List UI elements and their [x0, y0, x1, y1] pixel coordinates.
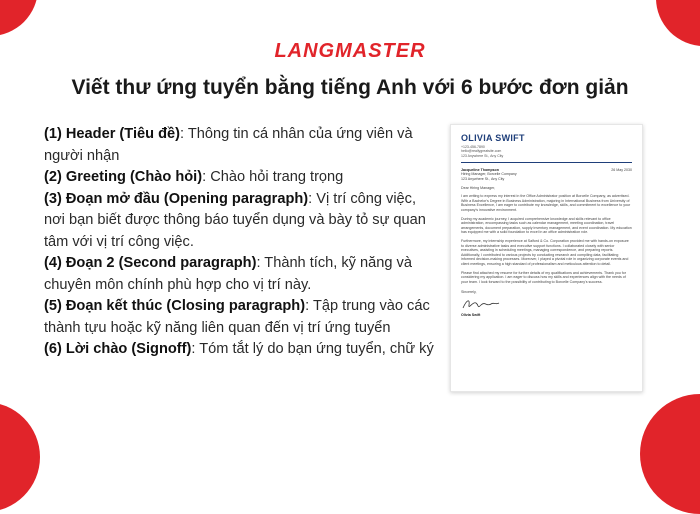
letter-paragraph: Please find attached my resume for further details of my qualifications and achievements. Thank you for considering my application. I am eager to discuss how my skills and experiences align with the needs of your team. I look forward to the possibility of contributing to Borcelle Company's success.: [461, 270, 626, 284]
letter-divider: [461, 162, 632, 163]
signature-icon: [461, 297, 501, 311]
letter-paragraph: I am writing to express my interest in the Office Administrator position at Borcelle Company, as advertised. With a Bachelor's Degree in Business Administration, majoring in International Business from University of Business Excellence, I am eager to contribute my knowledge, skills, and commitment to excellence to your company's innovative environment.: [461, 194, 631, 213]
steps-list: [44, 124, 434, 361]
step-description: : Tập trung vào các thành tựu hoặc kỹ năng liên quan đến vị trí ứng tuyển: [44, 298, 430, 336]
step-item: [44, 339, 434, 361]
letter-closing: Sincerely,: [461, 290, 477, 295]
letter-salutation: Dear Hiring Manager,: [461, 185, 496, 190]
step-heading: (3) Đoạn mở đầu (Opening paragraph): [44, 190, 309, 207]
page-title: Viết thư ứng tuyển bằng tiếng Anh với 6 bước đơn giản: [71, 76, 629, 99]
step-item: [44, 167, 434, 189]
corner-decoration: [640, 394, 700, 514]
letter-address: 123 Anywhere St., Any City: [461, 153, 504, 158]
letter-signer-name: Olivia Swift: [461, 312, 481, 317]
step-description: : Vị trí công việc, nơi bạn biết được thông báo tuyển dụng và bày tỏ sự quan tâm với vị trí công việc.: [44, 190, 426, 250]
step-item: [44, 296, 434, 339]
letter-sender-name: OLIVIA SWIFT: [461, 133, 525, 143]
letter-email: hello@reallygreatsite.com: [461, 149, 502, 154]
step-heading: (1) Header (Tiêu đề): [44, 126, 180, 142]
step-item: [44, 189, 434, 254]
step-description: : Thành tích, kỹ năng và chuyên môn chính phù hợp cho vị trí này.: [44, 255, 412, 293]
step-item: [44, 124, 434, 167]
letter-paragraph: During my academic journey, I acquired comprehensive knowledge and skills relevant to office administration, encompassing tasks such as calendar management, meeting coordination, travel arrangements, document preparation, supply inventory management, and event coordination. My education has equipped me with a solid foundation to excel in an office administration role.: [461, 216, 632, 235]
letter-phone: +123-456-7890: [461, 145, 485, 149]
step-heading: (6) Lời chào (Signoff): [44, 341, 192, 357]
letter-recipient-name: Jacqueline Thompson: [461, 167, 499, 172]
step-description: : Chào hỏi trang trọng: [202, 169, 344, 185]
brand-logo: LANGMASTER: [274, 40, 426, 62]
letter-recipient-address: 123 Anywhere St., Any City: [461, 177, 505, 182]
corner-decoration: [0, 402, 40, 512]
letter-paragraph: Furthermore, my internship experience at Salford & Co. Corporation provided me with hands-on exposure to diverse administrative tasks and executive support functions. I collaborated closely with senior executives, assisting in scheduling meetings, managing correspondence, and preparing reports. Additionally, I contributed to various projects by conducting research and compiling data, facilitating informed decision-making processes. Moreover, I played a pivotal role in organizing corporate events and client meetings, ensuring a high standard of professionalism and meticulous attention to detail.: [461, 239, 629, 266]
step-heading: (4) Đoạn 2 (Second paragraph): [44, 255, 257, 271]
step-item: [44, 253, 434, 296]
step-description: : Tóm tắt lý do bạn ứng tuyển, chữ ký: [191, 341, 434, 357]
corner-decoration: [0, 0, 38, 36]
letter-date: 26 May 2030: [611, 167, 632, 172]
cover-letter-sample: [450, 124, 643, 392]
step-heading: (5) Đoạn kết thúc (Closing paragraph): [44, 298, 306, 314]
step-heading: (2) Greeting (Chào hỏi): [44, 169, 203, 185]
step-description: : Thông tin cá nhân của ứng viên và người nhận: [44, 126, 413, 164]
letter-recipient-title: Hiring Manager, Borcelle Company: [461, 172, 517, 177]
